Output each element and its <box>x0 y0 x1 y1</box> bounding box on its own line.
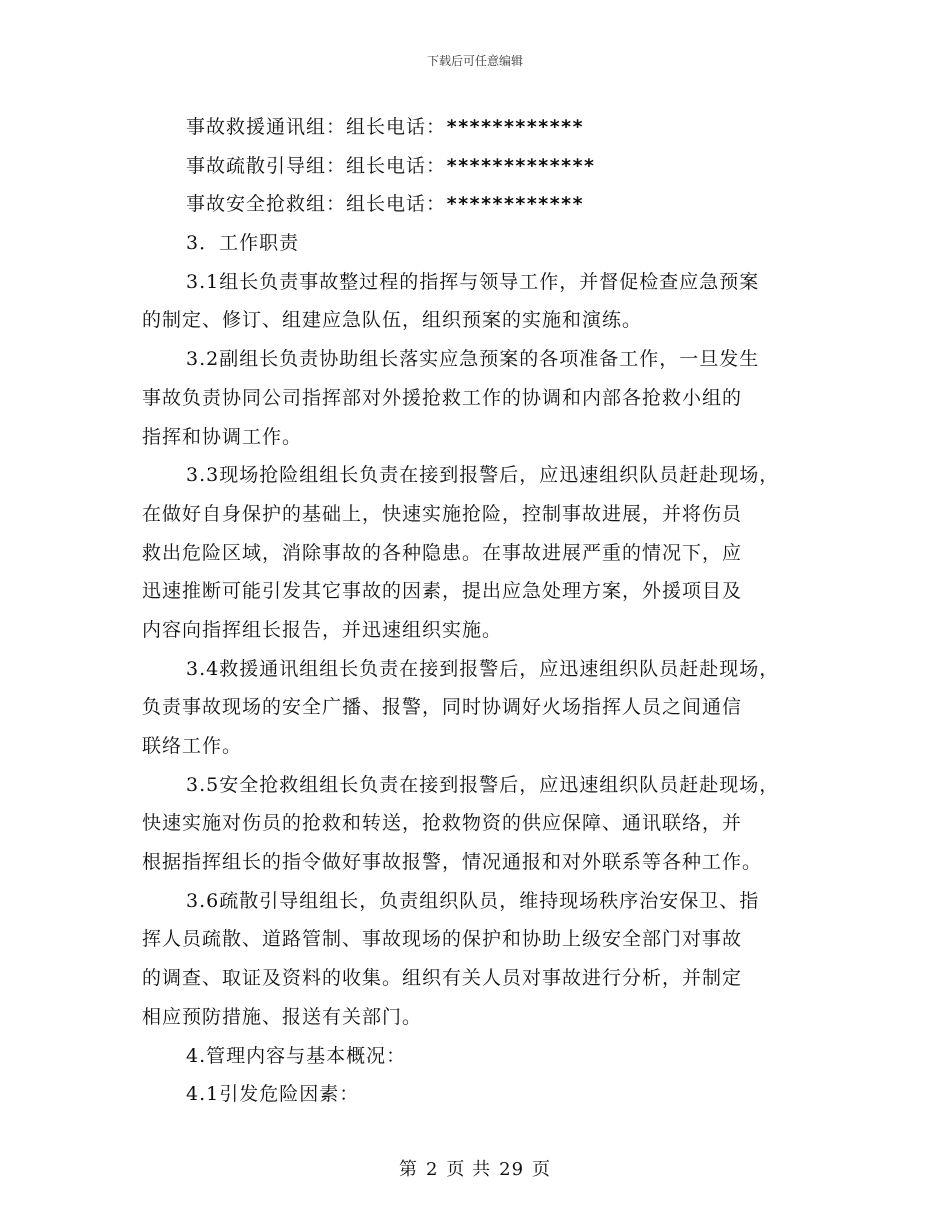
contact-label: 事故救援通讯组：组长电话： <box>186 116 447 138</box>
paragraph-line: 快速实施对伤员的抢救和转送，抢救物资的供应保障、通讯联络，并 <box>142 812 743 835</box>
paragraph-line: 3.3现场抢险组组长负责在接到报警后，应迅速组织队员赶赴现场， <box>186 464 780 487</box>
contact-phone: ************ <box>446 116 584 138</box>
paragraph-line: 根据指挥组长的指令做好事故报警，情况通报和对外联系等各种工作。 <box>142 851 763 874</box>
paragraph-line: 的制定、修订、组建应急队伍，组织预案的实施和演练。 <box>142 309 643 332</box>
section-heading: 3．工作职责 <box>186 232 300 255</box>
paragraph-line: 3.2副组长负责协助组长落实应急预案的各项准备工作，一旦发生 <box>186 348 760 371</box>
contact-line <box>142 147 832 186</box>
section-heading: 4.管理内容与基本概况： <box>186 1044 407 1067</box>
page-header: 下载后可任意编辑 <box>426 54 523 68</box>
paragraph-line: 3.6疏散引导组组长，负责组织队员，维持现场秩序治安保卫、指 <box>186 889 760 912</box>
contact-phone: ************* <box>446 154 595 177</box>
paragraph-line: 3.1组长负责事故整过程的指挥与领导工作，并督促检查应急预案 <box>186 270 760 293</box>
contact-line <box>142 108 832 147</box>
section-heading: 4.1引发危险因素： <box>186 1083 360 1106</box>
footer-prefix: 第 <box>398 1159 418 1180</box>
page-footer <box>0 1155 950 1181</box>
paragraph-line: 事故负责协同公司指挥部对外援抢救工作的协调和内部各抢救小组的 <box>142 386 743 409</box>
paragraph-line: 迅速推断可能引发其它事故的因素，提出应急处理方案，外援项目及 <box>142 580 743 603</box>
paragraph-line: 3.4救援通讯组组长负责在接到报警后，应迅速组织队员赶赴现场， <box>186 657 780 680</box>
footer-middle: 页 共 <box>446 1159 492 1180</box>
document-body <box>142 108 832 1114</box>
page-number: 2 <box>425 1159 439 1180</box>
contact-line <box>142 185 832 224</box>
paragraph-line: 指挥和协调工作。 <box>142 425 303 448</box>
paragraph-line: 相应预防措施、报送有关部门。 <box>142 1005 423 1028</box>
paragraph-line: 救出危险区域，消除事故的各种隐患。在事故进展严重的情况下，应 <box>142 541 743 564</box>
paragraph-line: 内容向指挥组长报告，并迅速组织实施。 <box>142 618 503 641</box>
contact-phone: ************ <box>446 193 584 216</box>
paragraph-line: 在做好自身保护的基础上，快速实施抢险，控制事故进展，并将伤员 <box>142 502 743 525</box>
contact-label: 事故疏散引导组：组长电话： <box>186 154 447 177</box>
footer-suffix: 页 <box>532 1159 552 1180</box>
page-total: 29 <box>499 1159 525 1180</box>
paragraph-line: 负责事故现场的安全广播、报警，同时协调好火场指挥人员之间通信 <box>142 696 743 719</box>
paragraph-line: 挥人员疏散、道路管制、事故现场的保护和协助上级安全部门对事故 <box>142 928 743 951</box>
paragraph-line: 3.5安全抢救组组长负责在接到报警后，应迅速组织队员赶赴现场， <box>186 773 780 796</box>
contact-label: 事故安全抢救组：组长电话： <box>186 193 447 216</box>
paragraph-line: 的调查、取证及资料的收集。组织有关人员对事故进行分析，并制定 <box>142 967 743 990</box>
paragraph-line: 联络工作。 <box>142 735 243 757</box>
